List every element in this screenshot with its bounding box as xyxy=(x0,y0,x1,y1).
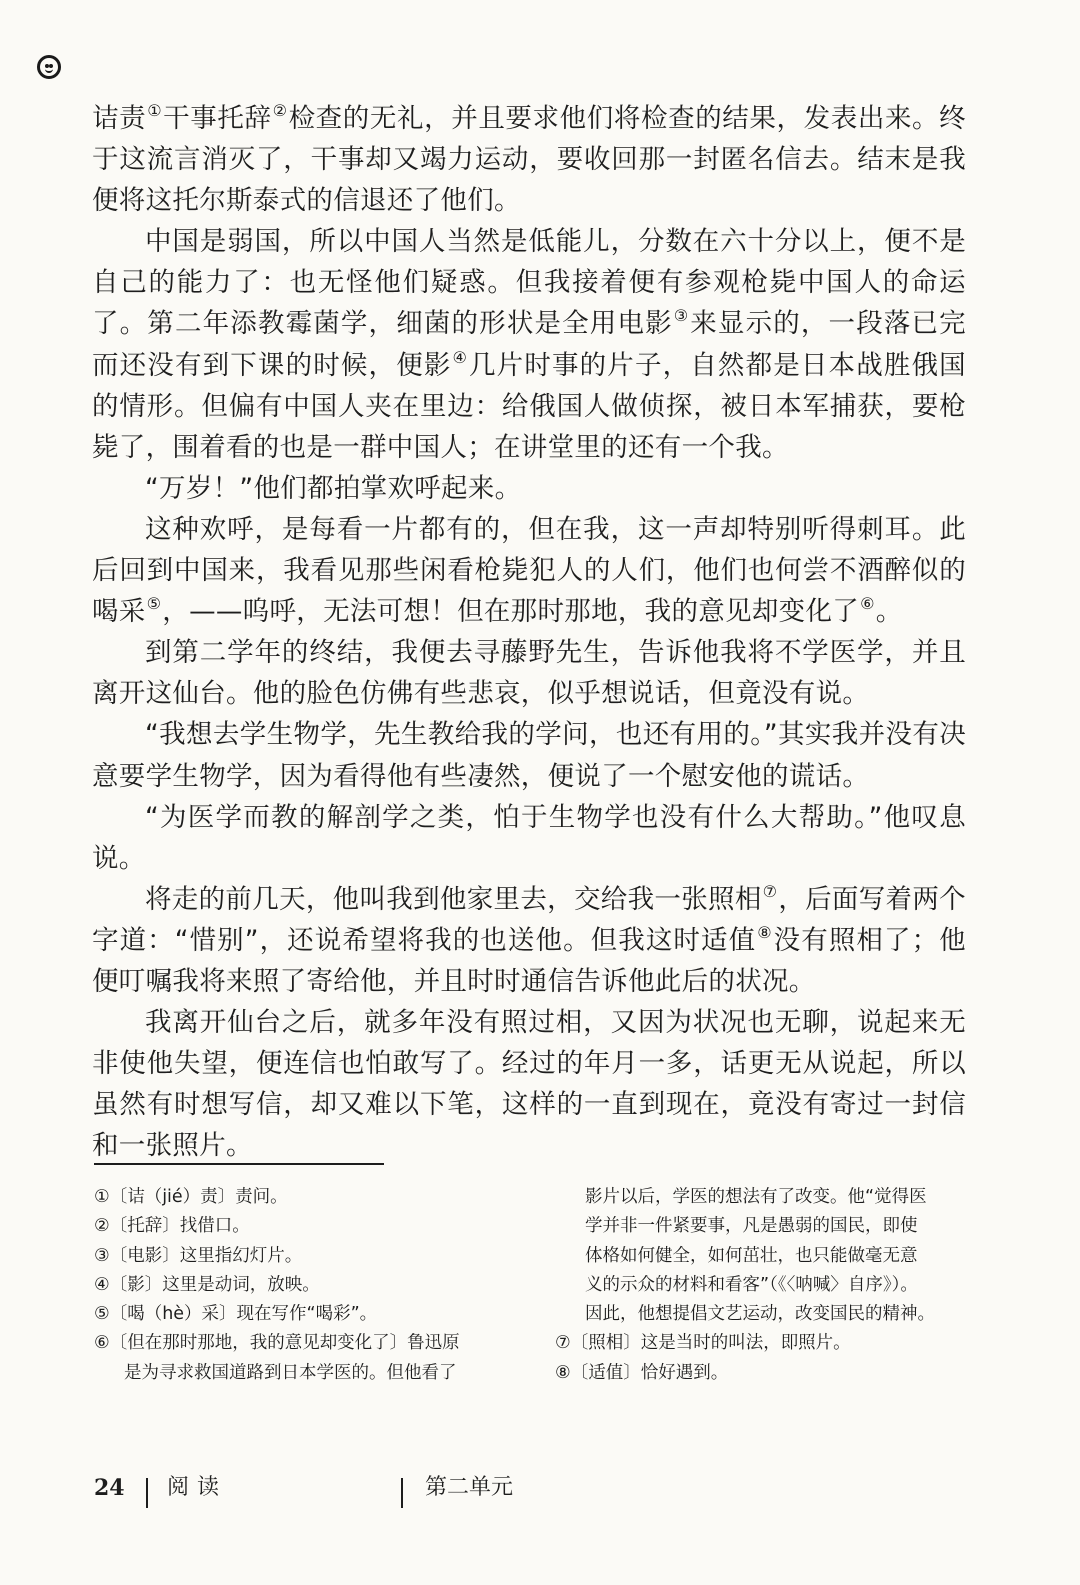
text-segment: 将走的前几天，他叫我到他家里去，交给我一张照相 xyxy=(145,883,762,915)
text-segment: 中国是弱国，所以中国人当然是低能儿，分数在六十分以上，便不是自己的能力了：也无怪他们疑惑。但我接着便有参观枪毙中国人的命运了。第二年添教霉菌学，细菌的形状是全用电影 xyxy=(92,226,966,340)
footnote-marker: ④ xyxy=(452,347,469,367)
body-paragraph xyxy=(92,714,966,796)
body-paragraph xyxy=(92,1002,966,1166)
text-segment: 诘责 xyxy=(92,103,147,134)
body-paragraph xyxy=(92,98,966,221)
footnote-4: ④〔影〕这里是动词，放映。 xyxy=(94,1274,320,1295)
footnote-3: ③〔电影〕这里指幻灯片。 xyxy=(94,1245,303,1266)
text-segment: “为医学而教的解剖学之类，怕于生物学也没有什么大帮助。”他叹息说。 xyxy=(92,801,966,874)
footnote-6-continued: 是为寻求救国道路到日本学医的。但他看了 xyxy=(124,1362,457,1383)
footnote-marker: ⑤ xyxy=(146,594,162,614)
footnote-6: ⑥〔但在那时那地，我的意见却变化了〕鲁迅原 xyxy=(94,1333,460,1354)
text-segment: 检查的无礼，并且要求他们将检查的结果，发表出来。终于这流言消灭了，干事却又竭力运动，要收回那一封匿名信去。结末是我便将这托尔斯泰式的信退还了他们。 xyxy=(92,103,966,217)
footer-divider xyxy=(401,1478,403,1508)
text-segment: 我离开仙台之后，就多年没有照过相，又因为状况也无聊，说起来无非使他失望，便连信也怕敢写了。经过的年月一多，话更无从说起，所以虽然有时想写信，却又难以下笔，这样的一直到现在，竟没有寄过一封信和一张照片。 xyxy=(92,1007,966,1162)
footnote-divider xyxy=(94,1163,384,1165)
footnote-6-continued: 学并非一件紧要事，凡是愚弱的国民，即使 xyxy=(585,1216,918,1237)
footnotes-left xyxy=(94,1183,512,1388)
footnote-6-continued: 义的示众的材料和看客”（《〈呐喊〉自序》）。 xyxy=(585,1274,918,1295)
smiley-icon xyxy=(37,55,61,79)
unit-title: 第二单元 xyxy=(425,1475,514,1500)
body-paragraph xyxy=(92,879,966,1002)
page-number: 24 xyxy=(94,1475,125,1501)
text-segment: 到第二学年的终结，我便去寻藤野先生，告诉他我将不学医学，并且离开这仙台。他的脸色仿佛有些悲哀，似乎想说话，但竟没有说。 xyxy=(92,637,966,710)
text-segment: “万岁！”他们都拍掌欢呼起来。 xyxy=(145,472,522,504)
text-segment: 几片时事的片子，自然都是日本战胜俄国的情形。但偏有中国人夹在里边：给俄国人做侦探，被日本军捕获，要枪毙了，围着看的也是一群中国人；在讲堂里的还有一个我。 xyxy=(92,349,966,463)
body-paragraph xyxy=(92,509,966,632)
footnote-6-continued: 影片以后，学医的想法有了改变。他“觉得医 xyxy=(585,1187,927,1207)
footnote-marker: ⑦ xyxy=(762,881,778,901)
footnote-marker: ① xyxy=(147,101,163,120)
footnotes-right xyxy=(555,1183,975,1388)
body-paragraph xyxy=(92,632,966,714)
body-paragraph xyxy=(92,468,966,509)
footnote-8: ⑧〔适值〕恰好遇到。 xyxy=(555,1362,729,1383)
footnote-marker: ③ xyxy=(673,306,690,326)
text-segment: 来显示的，一段落已完而还没有到下课的时候，便影 xyxy=(92,308,966,381)
footnote-marker: ② xyxy=(272,101,288,120)
footer-divider xyxy=(146,1478,148,1508)
footnote-5: ⑤〔喝（hè）采〕现在写作“喝彩”。 xyxy=(94,1304,378,1325)
body-paragraph xyxy=(92,797,966,879)
text-segment: ，后面写着两个字道：“惜别”，还说希望将我的也送他。但我这时适值 xyxy=(92,883,966,956)
footnote-6-continued: 体格如何健全，如何茁壮，也只能做毫无意 xyxy=(585,1245,918,1266)
section-title: 阅读 xyxy=(167,1475,228,1500)
footnote-marker: ⑥ xyxy=(860,594,875,614)
text-segment: 没有照相了；他便叮嘱我将来照了寄给他，并且时时通信告诉他此后的状况。 xyxy=(92,924,966,997)
body-paragraph xyxy=(92,221,966,468)
text-segment: “我想去学生物学，先生教给我的学问，也还有用的。”其实我并没有决意要学生物学，因为看得他有些凄然，便说了一个慰安他的谎话。 xyxy=(92,719,966,792)
footnote-marker: ⑧ xyxy=(757,922,773,942)
main-text xyxy=(92,98,966,1166)
text-segment: 。 xyxy=(875,596,903,628)
text-segment: 这种欢呼，是每看一片都有的，但在我，这一声却特别听得刺耳。此后回到中国来，我看见那些闲看枪毙犯人的人们，他们也何尝不酒醉似的喝采 xyxy=(92,513,966,628)
footnote-1: ①〔诘（jié）责〕责问。 xyxy=(94,1187,288,1207)
footnote-2: ②〔托辞〕找借口。 xyxy=(94,1216,250,1237)
footnote-7: ⑦〔照相〕这是当时的叫法，即照片。 xyxy=(555,1333,851,1354)
text-segment: 干事托辞 xyxy=(163,103,272,134)
text-segment: ，——呜呼，无法可想！但在那时那地，我的意见却变化了 xyxy=(162,596,860,628)
footnote-6-continued: 因此，他想提倡文艺运动，改变国民的精神。 xyxy=(585,1304,935,1325)
